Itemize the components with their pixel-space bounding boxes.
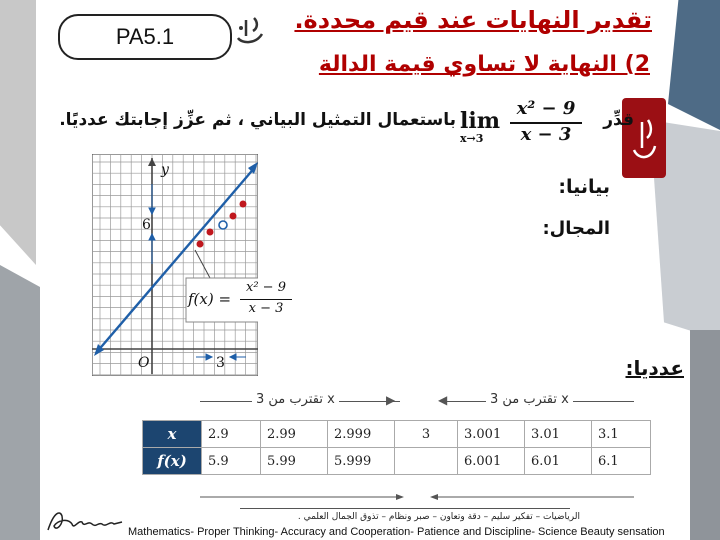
- table-row-fx: [143, 448, 651, 475]
- left-arrowhead-icon: ▶: [386, 393, 396, 407]
- x-cell: 3: [395, 421, 458, 448]
- footer-divider: [240, 508, 570, 509]
- limit-numerator: x² − 9: [516, 98, 576, 119]
- decor-stripe-right-top: [668, 0, 720, 130]
- limit-subscript: x→3: [460, 132, 484, 145]
- graph-point: [240, 201, 247, 208]
- numerically-label: عدديا:: [625, 356, 684, 380]
- limit-word: lim: [460, 108, 500, 134]
- origin-label: O: [138, 355, 150, 371]
- right-arrowhead-icon: ◀: [438, 393, 448, 407]
- domain-label: المجال:: [542, 218, 610, 239]
- approach-left-text: x تقترب من 3: [252, 392, 339, 407]
- fx-cell: 5.9: [202, 448, 261, 475]
- fx-header: f(x): [143, 448, 202, 475]
- iqra-logo-icon: [232, 12, 268, 48]
- prompt-instruction: باستعمال التمثيل البياني ، ثم عزِّز إجابتك عدديًا.: [59, 110, 456, 130]
- y-axis-label: y: [161, 162, 169, 178]
- footer-english: Mathematics- Proper Thinking- Accuracy and Cooperation- Patience and Discipline- Science Beauty sensation: [128, 526, 665, 538]
- limit-denominator: x − 3: [520, 124, 572, 145]
- callout-numerator: x² − 9: [246, 280, 286, 295]
- bottom-approach-arrows: [200, 492, 634, 502]
- x-header: x: [143, 421, 202, 448]
- limit-expression: [458, 96, 594, 150]
- x-tick-label: 3: [216, 355, 225, 371]
- x-cell: 3.01: [525, 421, 592, 448]
- fx-cell: 5.999: [328, 448, 395, 475]
- signature: [44, 506, 126, 538]
- graph-point: [207, 229, 214, 236]
- fx-cell: 6.01: [525, 448, 592, 475]
- x-cell: 2.9: [202, 421, 261, 448]
- callout-formula: [186, 278, 296, 322]
- function-graph: [92, 154, 258, 376]
- fx-cell: [395, 448, 458, 475]
- prompt-verb: قدِّر: [603, 110, 634, 130]
- callout-denominator: x − 3: [248, 301, 284, 316]
- fx-cell: 5.99: [261, 448, 328, 475]
- approach-right-text: x تقترب من 3: [486, 392, 573, 407]
- fx-cell: 6.1: [592, 448, 651, 475]
- iqra-badge-icon: [630, 112, 658, 164]
- hole-point: [219, 221, 227, 229]
- section-subtitle: 2) النهاية لا تساوي قيمة الدالة: [318, 52, 650, 77]
- callout-lhs: f(x) =: [188, 290, 232, 308]
- page-title: تقدير النهايات عند قيم محددة.: [294, 6, 652, 34]
- x-cell: 3.001: [458, 421, 525, 448]
- table-row-x: [143, 421, 651, 448]
- lesson-code-badge: [58, 14, 232, 60]
- callout-fraction-bar: [240, 299, 292, 300]
- x-cell: 3.1: [592, 421, 651, 448]
- decor-stripe-left-top: [0, 0, 36, 265]
- decor-stripe-left-bottom: [0, 265, 40, 540]
- graph-point: [197, 241, 204, 248]
- graph-point: [230, 213, 237, 220]
- approach-right: [440, 392, 634, 412]
- approach-left: [200, 392, 400, 412]
- x-cell: 2.999: [328, 421, 395, 448]
- decor-stripe-right-bottom: [690, 330, 720, 540]
- value-table: [142, 420, 651, 475]
- lesson-code: PA5.1: [115, 24, 175, 49]
- y-tick-label: 6: [142, 217, 151, 233]
- graphically-label: بيانيا:: [558, 176, 610, 198]
- footer-arabic: الرياضيات – تفكير سليم – دقة وتعاون – صبر ونظام – تذوق الجمال العلمي .: [297, 512, 580, 522]
- fx-cell: 6.001: [458, 448, 525, 475]
- x-cell: 2.99: [261, 421, 328, 448]
